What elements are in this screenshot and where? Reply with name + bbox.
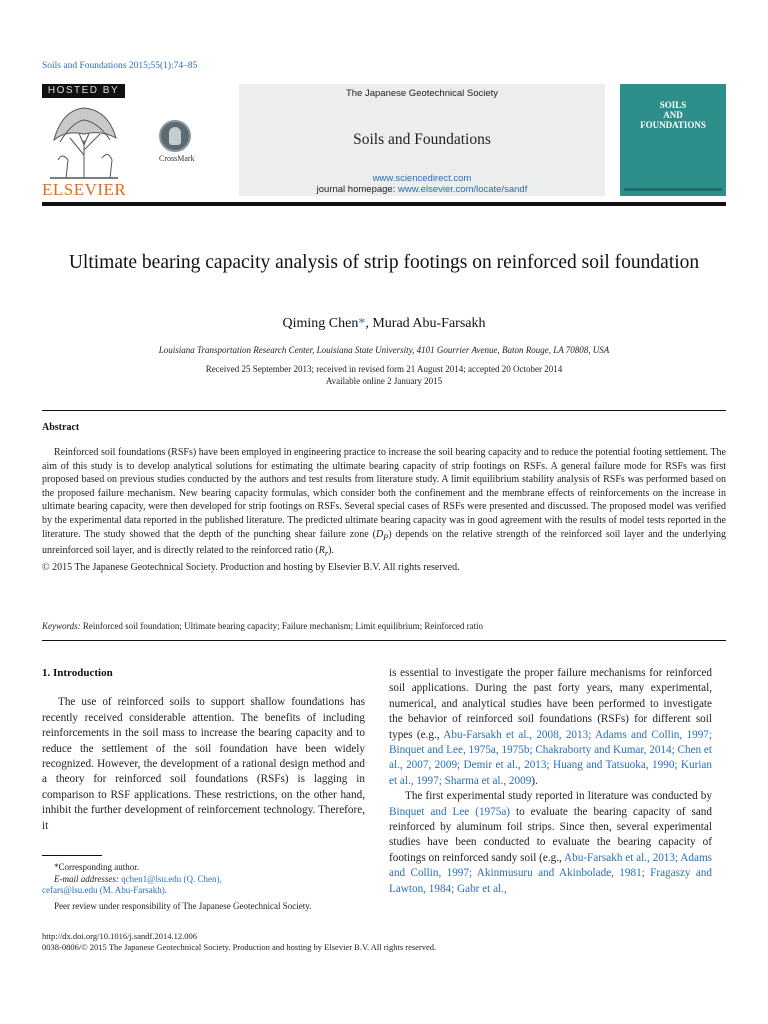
issn-copyright: 0038-0806/© 2015 The Japanese Geotechnical Society. Production and hosting by Elsevier B.V. All rights reserved. <box>42 942 437 952</box>
abstract-text: ) depends on the relative strength of the reinforced soil layer and the underlying unreinforced soil layer, and is directly related to the reinforced ratio ( <box>42 528 726 557</box>
body-paragraph <box>389 666 712 789</box>
received-dates: Received 25 September 2013; received in revised form 21 August 2014; accepted 20 October 2014 <box>205 364 563 374</box>
section-heading: 1. Introduction <box>42 667 113 679</box>
corresponding-author-mark[interactable]: * <box>358 316 366 331</box>
reference-links[interactable]: Abu-Farsakh et al., 2008, 2013; Adams and Collin, 1997; Binquet and Lee, 1975a, 1975b; Chakraborty and Kumar, 2014; Chen et al., 2007, 2009; Demir et al., 2013; Huang and Tatsuoka, 1990; Kurian et al., 1997; Sharma et al., 2009 <box>389 728 712 787</box>
affiliation: Louisiana Transportation Research Center, Louisiana State University, 4101 Gourrier Avenue, Baton Rouge, LA 70808, USA <box>158 345 610 355</box>
abstract-copyright: © 2015 The Japanese Geotechnical Society. Production and hosting by Elsevier B.V. All rights reserved. <box>42 561 460 573</box>
doi-link[interactable]: http://dx.doi.org/10.1016/j.sandf.2014.12.006 <box>42 931 197 941</box>
footnotes <box>42 862 365 912</box>
elsevier-tree-logo <box>42 100 126 180</box>
reference-link[interactable]: Binquet and Lee (1975a) <box>389 805 511 818</box>
homepage-label: journal homepage: <box>316 184 398 195</box>
abstract-heading: Abstract <box>42 422 80 433</box>
abstract-paragraph <box>42 446 726 561</box>
journal-name: Soils and Foundations <box>353 131 491 148</box>
email-line <box>42 874 365 886</box>
article-title: Ultimate bearing capacity analysis of strip footings on reinforced soil foundation <box>68 252 700 273</box>
crossmark-icon <box>159 120 191 152</box>
symbol-r-sub: r <box>324 549 329 559</box>
author-list <box>0 316 768 332</box>
sciencedirect-link[interactable]: www.sciencedirect.com <box>372 173 472 184</box>
body-paragraph: The use of reinforced soils to support shallow foundations has recently received considerable attention. The benefits of including reinforcements in the soil mass to increase the bearing capacity and to reduce the settlement of the soil foundation have been widely recognized. However, the development of a rational design method and a theory for reinforced soil foundations (RSFs) is lagging in comparison to RSF applications. These restrictions, on the other hand, inhibit the further development of reinforcement technology. Therefore, it <box>42 696 365 832</box>
journal-banner <box>239 84 605 196</box>
footnote-rule <box>42 855 102 856</box>
homepage-link[interactable]: www.elsevier.com/locate/sandf <box>397 184 528 195</box>
body-paragraph <box>389 789 712 897</box>
email-label: E-mail addresses: <box>54 873 122 884</box>
keywords-rule <box>42 640 726 641</box>
hosted-by-label: HOSTED BY <box>42 84 125 98</box>
author-name[interactable]: Murad Abu-Farsakh <box>372 316 486 331</box>
keywords <box>42 621 726 631</box>
peer-review-note: Peer review under responsibility of The Japanese Geotechnical Society. <box>54 900 312 911</box>
crossmark-label: CrossMark <box>159 154 195 163</box>
email-line <box>42 885 365 897</box>
journal-cover-thumbnail[interactable] <box>620 84 726 196</box>
keywords-label: Keywords: <box>42 621 81 631</box>
reference-links[interactable]: Abu-Farsakh et al., 2013; Adams and Collin, 1997; Akinmusuru and Akinbolade, 1981; Fragaszy and Lawton, 1984; Gabr et al., <box>389 851 712 895</box>
abstract-body <box>42 446 726 574</box>
email-link[interactable]: cefars@lsu.edu (M. Abu-Farsakh). <box>42 885 168 895</box>
abstract-text: ). <box>328 545 334 557</box>
cover-title-line1: SOILS <box>659 100 687 110</box>
body-text: ). <box>531 774 538 787</box>
citation-link[interactable]: Soils and Foundations 2015;55(1):74–85 <box>42 61 198 71</box>
body-text: to evaluate the bearing capacity of sand reinforced by aluminum foil strips. Since then, several experimental studies have been conducted to evaluate the bearing capacity of footings on reinforced sandy soil (e.g., <box>389 805 712 864</box>
email-link[interactable]: qchen1@lsu.edu (Q. Chen), <box>121 873 222 884</box>
cover-title <box>620 100 726 130</box>
corresponding-author-note: *Corresponding author. <box>54 862 139 872</box>
cover-title-line3: FOUNDATIONS <box>640 120 706 130</box>
body-text: The first experimental study reported in literature was conducted by <box>405 790 712 803</box>
abstract-text: Reinforced soil foundations (RSFs) have been employed in engineering practice to increase the soil bearing capacity and to reduce the potential footing settlement. The aim of this study is to develop analytical solutions for estimating the ultimate bearing capacity of strip footings on RSFs. A general failure mode for RSFs was first proposed based on previous studies conducted by the authors and test results from literature study. A limit equilibrium stability analysis of RSFs was performed based on the proposed failure mechanism. New bearing capacity formulas, which consider both the confinement and the membrane effects of reinforcements on the increase in ultimate bearing capacity, were then developed for strip footings on RSFs. Several special cases of RSFs were presented and discussed. The proposed model was verified by the experimental data reported in the published literature. The predicted ultimate bearing capacity was in good agreement with the results of model tests reported in the literature. The study showed that the depth of the punching shear failure zone ( <box>42 447 726 540</box>
cover-footer-bar <box>624 188 722 191</box>
symbol-d: D <box>375 528 384 540</box>
crossmark-badge[interactable] <box>159 120 195 172</box>
header-rule <box>42 202 726 206</box>
journal-homepage <box>239 184 605 195</box>
body-right-column <box>389 666 712 897</box>
body-text: is essential to investigate the proper failure mechanisms for reinforced soil applications. During the past forty years, many experimental, numerical, and analytical studies have been performed to investigate the behavior of reinforced soil foundations (RSFs) for different soil types (e.g., <box>389 667 712 741</box>
cover-title-line2: AND <box>663 110 683 120</box>
author-name[interactable]: Qiming Chen <box>282 316 359 331</box>
author-separator: , <box>365 316 373 331</box>
abstract-rule <box>42 410 726 411</box>
symbol-d-sub: P <box>383 532 389 542</box>
body-left-column <box>42 666 365 834</box>
elsevier-wordmark: ELSEVIER <box>42 180 127 199</box>
society-name: The Japanese Geotechnical Society <box>345 88 499 99</box>
keywords-text: Reinforced soil foundation; Ultimate bearing capacity; Failure mechanism; Limit equilibrium; Reinforced ratio <box>80 621 484 631</box>
symbol-r: R <box>318 545 325 557</box>
available-online-date: Available online 2 January 2015 <box>325 376 443 386</box>
